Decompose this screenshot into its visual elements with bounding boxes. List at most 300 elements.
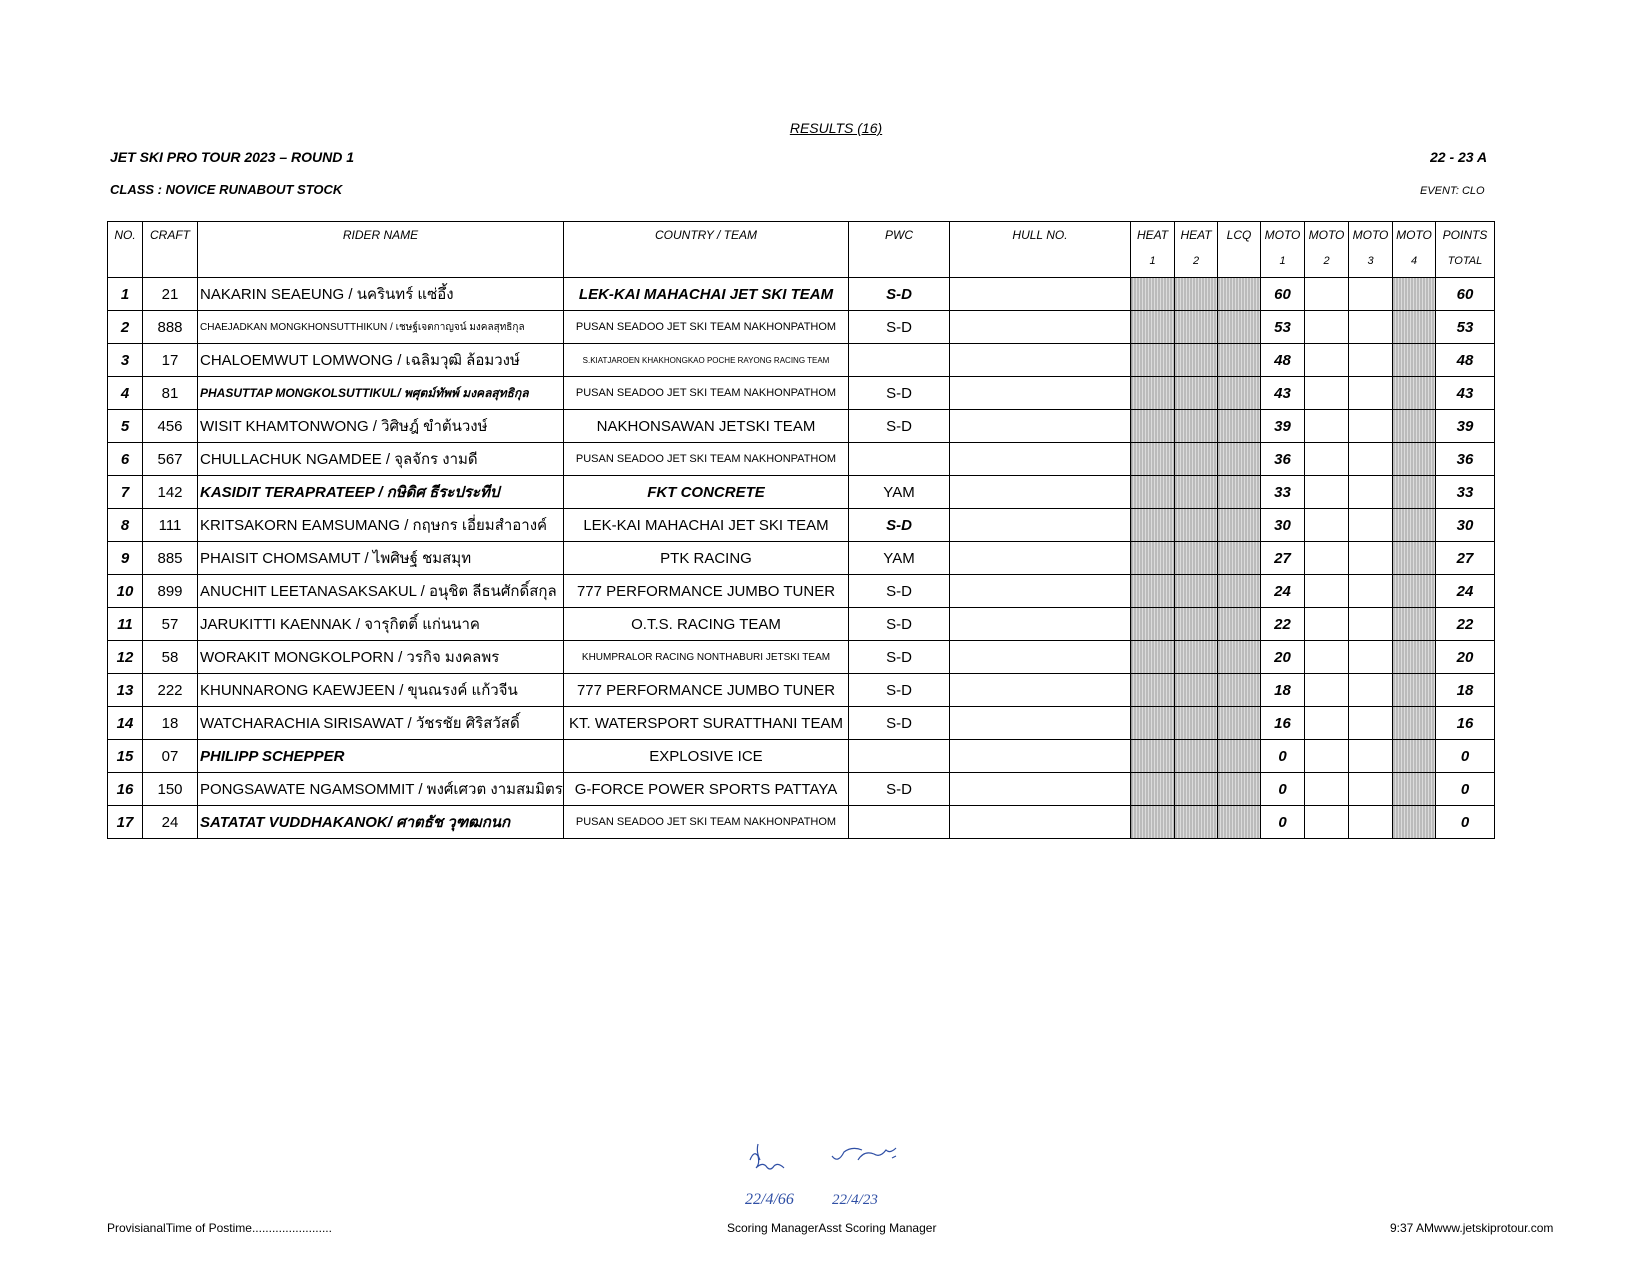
cell-moto4 — [1393, 476, 1436, 509]
cell-moto2 — [1305, 344, 1349, 377]
column-header-label: HEAT — [1180, 228, 1212, 242]
cell-heat1 — [1131, 278, 1175, 311]
cell-craft: 150 — [143, 773, 198, 806]
cell-moto1: 0 — [1261, 740, 1305, 773]
cell-pwc: S-D — [849, 674, 950, 707]
column-header-label: MOTO — [1396, 228, 1432, 242]
cell-heat1 — [1131, 740, 1175, 773]
cell-moto4 — [1393, 773, 1436, 806]
column-header-label: HEAT — [1136, 228, 1169, 242]
cell-pwc: S-D — [849, 509, 950, 542]
cell-lcq — [1218, 278, 1261, 311]
cell-pwc: S-D — [849, 773, 950, 806]
cell-no: 5 — [108, 410, 143, 443]
cell-no: 9 — [108, 542, 143, 575]
cell-craft: 17 — [143, 344, 198, 377]
cell-moto2 — [1305, 707, 1349, 740]
cell-craft: 899 — [143, 575, 198, 608]
cell-team: KT. WATERSPORT SURATTHANI TEAM — [564, 707, 849, 740]
cell-hull — [950, 278, 1131, 311]
cell-hull — [950, 608, 1131, 641]
cell-lcq — [1218, 608, 1261, 641]
cell-heat1 — [1131, 377, 1175, 410]
column-header-label: LCQ — [1226, 228, 1252, 242]
column-header — [1393, 222, 1436, 278]
cell-hull — [950, 410, 1131, 443]
cell-lcq — [1218, 542, 1261, 575]
table-row — [108, 641, 1495, 674]
table-row — [108, 806, 1495, 839]
cell-hull — [950, 509, 1131, 542]
cell-moto2 — [1305, 377, 1349, 410]
signature-area — [740, 1142, 930, 1212]
column-header-label: MOTO — [1352, 228, 1389, 242]
column-header-label: MOTO — [1264, 228, 1301, 242]
signature-date-2: 22/4/23 — [832, 1192, 878, 1208]
cell-hull — [950, 707, 1131, 740]
table-row — [108, 575, 1495, 608]
cell-moto1: 30 — [1261, 509, 1305, 542]
cell-pwc — [849, 806, 950, 839]
cell-craft: 24 — [143, 806, 198, 839]
table-row — [108, 476, 1495, 509]
cell-craft: 456 — [143, 410, 198, 443]
cell-craft: 888 — [143, 311, 198, 344]
results-body — [108, 222, 1495, 839]
cell-rider: NAKARIN SEAEUNG / นครินทร์ แซ่อึ้ง — [198, 278, 564, 311]
cell-pwc — [849, 740, 950, 773]
cell-total: 27 — [1436, 542, 1495, 575]
signature-date-1: 22/4/66 — [745, 1191, 794, 1208]
cell-craft: 142 — [143, 476, 198, 509]
cell-heat2 — [1175, 674, 1218, 707]
cell-pwc: S-D — [849, 608, 950, 641]
column-header-label: RIDER NAME — [342, 228, 419, 242]
cell-hull — [950, 311, 1131, 344]
cell-moto3 — [1349, 278, 1393, 311]
cell-moto1: 20 — [1261, 641, 1305, 674]
cell-total: 0 — [1436, 773, 1495, 806]
cell-lcq — [1218, 806, 1261, 839]
cell-hull — [950, 377, 1131, 410]
cell-heat1 — [1131, 509, 1175, 542]
cell-moto2 — [1305, 773, 1349, 806]
cell-team: O.T.S. RACING TEAM — [564, 608, 849, 641]
cell-total: 0 — [1436, 740, 1495, 773]
cell-no: 8 — [108, 509, 143, 542]
cell-lcq — [1218, 740, 1261, 773]
cell-moto4 — [1393, 443, 1436, 476]
cell-heat1 — [1131, 806, 1175, 839]
class-label: CLASS : NOVICE RUNABOUT STOCK — [110, 182, 343, 197]
signature-scoring-manager — [750, 1144, 784, 1169]
cell-moto2 — [1305, 509, 1349, 542]
cell-rider: WISIT KHAMTONWONG / วิศิษฎ์ ขำต้นวงษ์ — [198, 410, 564, 443]
cell-pwc: YAM — [849, 542, 950, 575]
footer-left: ProvisianalTime of Postime........................ — [107, 1221, 332, 1235]
cell-moto4 — [1393, 410, 1436, 443]
cell-moto4 — [1393, 542, 1436, 575]
cell-heat2 — [1175, 575, 1218, 608]
column-header-label: COUNTRY / TEAM — [654, 228, 757, 242]
cell-total: 36 — [1436, 443, 1495, 476]
cell-team: S.KIATJAROEN KHAKHONGKAO POCHE RAYONG RACING TEAM — [564, 344, 849, 377]
cell-no: 1 — [108, 278, 143, 311]
cell-total: 39 — [1436, 410, 1495, 443]
cell-no: 13 — [108, 674, 143, 707]
cell-moto3 — [1349, 443, 1393, 476]
cell-team: G-FORCE POWER SPORTS PATTAYA — [564, 773, 849, 806]
cell-team: LEK-KAI MAHACHAI JET SKI TEAM — [564, 278, 849, 311]
cell-heat2 — [1175, 740, 1218, 773]
cell-heat2 — [1175, 377, 1218, 410]
cell-lcq — [1218, 641, 1261, 674]
cell-no: 16 — [108, 773, 143, 806]
cell-moto2 — [1305, 311, 1349, 344]
cell-total: 60 — [1436, 278, 1495, 311]
column-header — [1261, 222, 1305, 278]
cell-rider: SATATAT VUDDHAKANOK/ ศาตธัช วุฑฒกนก — [198, 806, 564, 839]
cell-moto1: 24 — [1261, 575, 1305, 608]
cell-craft: 885 — [143, 542, 198, 575]
cell-heat2 — [1175, 443, 1218, 476]
table-row — [108, 608, 1495, 641]
cell-heat1 — [1131, 410, 1175, 443]
cell-lcq — [1218, 509, 1261, 542]
cell-no: 12 — [108, 641, 143, 674]
cell-moto2 — [1305, 608, 1349, 641]
cell-moto4 — [1393, 608, 1436, 641]
cell-craft: 21 — [143, 278, 198, 311]
cell-no: 2 — [108, 311, 143, 344]
column-header — [143, 222, 198, 278]
cell-craft: 111 — [143, 509, 198, 542]
cell-moto1: 27 — [1261, 542, 1305, 575]
cell-team: KHUMPRALOR RACING NONTHABURI JETSKI TEAM — [564, 641, 849, 674]
table-row — [108, 278, 1495, 311]
cell-moto4 — [1393, 575, 1436, 608]
cell-craft: 07 — [143, 740, 198, 773]
cell-moto4 — [1393, 278, 1436, 311]
cell-pwc: S-D — [849, 377, 950, 410]
cell-moto4 — [1393, 344, 1436, 377]
cell-moto2 — [1305, 641, 1349, 674]
cell-heat1 — [1131, 641, 1175, 674]
cell-no: 7 — [108, 476, 143, 509]
cell-no: 3 — [108, 344, 143, 377]
cell-moto2 — [1305, 575, 1349, 608]
cell-no: 11 — [108, 608, 143, 641]
cell-pwc: S-D — [849, 278, 950, 311]
cell-heat2 — [1175, 641, 1218, 674]
cell-no: 4 — [108, 377, 143, 410]
cell-heat1 — [1131, 476, 1175, 509]
cell-moto3 — [1349, 377, 1393, 410]
column-header-sub: 2 — [1192, 255, 1200, 267]
cell-no: 10 — [108, 575, 143, 608]
column-header — [1436, 222, 1495, 278]
cell-moto3 — [1349, 806, 1393, 839]
table-row — [108, 344, 1495, 377]
cell-moto2 — [1305, 542, 1349, 575]
cell-rider: KRITSAKORN EAMSUMANG / กฤษกร เอี่ยมสำอางค์ — [198, 509, 564, 542]
column-header — [950, 222, 1131, 278]
cell-rider: PHAISIT CHOMSAMUT / ไพศิษฐ์ ชมสมุท — [198, 542, 564, 575]
cell-total: 30 — [1436, 509, 1495, 542]
cell-team: PTK RACING — [564, 542, 849, 575]
cell-craft: 567 — [143, 443, 198, 476]
cell-team: PUSAN SEADOO JET SKI TEAM NAKHONPATHOM — [564, 311, 849, 344]
cell-pwc: S-D — [849, 311, 950, 344]
cell-team: EXPLOSIVE ICE — [564, 740, 849, 773]
cell-moto4 — [1393, 707, 1436, 740]
column-header-sub: 1 — [1279, 255, 1286, 267]
cell-heat2 — [1175, 410, 1218, 443]
cell-heat2 — [1175, 773, 1218, 806]
cell-total: 24 — [1436, 575, 1495, 608]
results-table — [107, 221, 1495, 839]
cell-total: 43 — [1436, 377, 1495, 410]
cell-lcq — [1218, 773, 1261, 806]
cell-pwc — [849, 443, 950, 476]
column-header — [1349, 222, 1393, 278]
cell-moto1: 33 — [1261, 476, 1305, 509]
footer-center: Scoring ManagerAsst Scoring Manager — [727, 1221, 937, 1235]
table-row — [108, 707, 1495, 740]
table-row — [108, 773, 1495, 806]
cell-heat2 — [1175, 806, 1218, 839]
cell-moto3 — [1349, 542, 1393, 575]
cell-moto2 — [1305, 476, 1349, 509]
cell-total: 33 — [1436, 476, 1495, 509]
cell-moto3 — [1349, 773, 1393, 806]
cell-lcq — [1218, 377, 1261, 410]
cell-rider: CHALOEMWUT LOMWONG / เฉลิมวุฒิ ล้อมวงษ์ — [198, 344, 564, 377]
results-title: RESULTS (16) — [789, 120, 883, 136]
cell-heat2 — [1175, 311, 1218, 344]
column-header-label: HULL NO. — [1012, 228, 1068, 242]
cell-moto3 — [1349, 674, 1393, 707]
table-row — [108, 509, 1495, 542]
cell-moto3 — [1349, 311, 1393, 344]
cell-heat2 — [1175, 608, 1218, 641]
cell-lcq — [1218, 674, 1261, 707]
cell-moto1: 39 — [1261, 410, 1305, 443]
cell-moto3 — [1349, 509, 1393, 542]
cell-moto1: 22 — [1261, 608, 1305, 641]
column-header-label: NO. — [114, 228, 136, 242]
signatures — [740, 1142, 930, 1212]
cell-lcq — [1218, 311, 1261, 344]
cell-moto1: 0 — [1261, 806, 1305, 839]
event-type: EVENT: CLO — [1420, 185, 1485, 197]
cell-craft: 58 — [143, 641, 198, 674]
cell-pwc — [849, 344, 950, 377]
cell-heat1 — [1131, 443, 1175, 476]
cell-total: 0 — [1436, 806, 1495, 839]
cell-craft: 18 — [143, 707, 198, 740]
cell-heat1 — [1131, 773, 1175, 806]
cell-moto2 — [1305, 740, 1349, 773]
cell-team: FKT CONCRETE — [564, 476, 849, 509]
cell-team: 777 PERFORMANCE JUMBO TUNER — [564, 674, 849, 707]
cell-total: 20 — [1436, 641, 1495, 674]
cell-rider: WATCHARACHIA SIRISAWAT / วัชรชัย ศิริสวัสดิ์ — [198, 707, 564, 740]
cell-moto1: 36 — [1261, 443, 1305, 476]
cell-rider: KHUNNARONG KAEWJEEN / ขุนณรงค์ แก้วจีน — [198, 674, 564, 707]
table-row — [108, 311, 1495, 344]
event-date: 22 - 23 A — [1430, 149, 1488, 165]
cell-moto1: 43 — [1261, 377, 1305, 410]
cell-rider: CHAEJADKAN MONGKHONSUTTHIKUN / เชษฐ์เจตกาญจน์ มงคลสุทธิกุล — [198, 311, 564, 344]
cell-heat2 — [1175, 344, 1218, 377]
cell-heat2 — [1175, 476, 1218, 509]
cell-rider: PHASUTTAP MONGKOLSUTTIKUL/ พศุตม์ทัพพ์ มงคลสุทธิกุล — [198, 377, 564, 410]
cell-moto4 — [1393, 509, 1436, 542]
cell-team: PUSAN SEADOO JET SKI TEAM NAKHONPATHOM — [564, 443, 849, 476]
column-header-sub: TOTAL — [1447, 255, 1483, 267]
cell-moto4 — [1393, 740, 1436, 773]
cell-hull — [950, 476, 1131, 509]
cell-pwc: S-D — [849, 641, 950, 674]
cell-moto3 — [1349, 740, 1393, 773]
cell-moto2 — [1305, 674, 1349, 707]
cell-moto3 — [1349, 344, 1393, 377]
cell-rider: KASIDIT TERAPRATEEP / กษิดิศ ธีระประทีป — [198, 476, 564, 509]
cell-hull — [950, 443, 1131, 476]
cell-moto1: 53 — [1261, 311, 1305, 344]
footer-right: 9:37 AMwww.jetskiprotour.com — [1390, 1221, 1554, 1235]
cell-lcq — [1218, 344, 1261, 377]
cell-team: LEK-KAI MAHACHAI JET SKI TEAM — [564, 509, 849, 542]
column-header-label: PWC — [885, 228, 913, 242]
column-header — [564, 222, 849, 278]
cell-heat2 — [1175, 707, 1218, 740]
column-header-sub: 2 — [1323, 255, 1330, 267]
cell-moto1: 48 — [1261, 344, 1305, 377]
cell-hull — [950, 641, 1131, 674]
cell-total: 18 — [1436, 674, 1495, 707]
cell-hull — [950, 542, 1131, 575]
cell-team: PUSAN SEADOO JET SKI TEAM NAKHONPATHOM — [564, 377, 849, 410]
cell-moto4 — [1393, 674, 1436, 707]
cell-moto3 — [1349, 707, 1393, 740]
cell-lcq — [1218, 443, 1261, 476]
cell-rider: JARUKITTI KAENNAK / จารุกิตติ์ แก่นนาค — [198, 608, 564, 641]
column-header — [849, 222, 950, 278]
cell-heat1 — [1131, 542, 1175, 575]
cell-team: 777 PERFORMANCE JUMBO TUNER — [564, 575, 849, 608]
cell-heat2 — [1175, 509, 1218, 542]
cell-no: 17 — [108, 806, 143, 839]
cell-hull — [950, 674, 1131, 707]
cell-no: 6 — [108, 443, 143, 476]
column-header-label: MOTO — [1308, 228, 1345, 242]
event-title: JET SKI PRO TOUR 2023 – ROUND 1 — [110, 149, 355, 165]
cell-total: 53 — [1436, 311, 1495, 344]
column-header — [108, 222, 143, 278]
cell-moto2 — [1305, 278, 1349, 311]
column-header — [1218, 222, 1261, 278]
table-row — [108, 674, 1495, 707]
cell-moto1: 16 — [1261, 707, 1305, 740]
cell-moto2 — [1305, 806, 1349, 839]
cell-total: 22 — [1436, 608, 1495, 641]
table-row — [108, 740, 1495, 773]
column-header-label: CRAFT — [150, 228, 190, 242]
cell-heat1 — [1131, 575, 1175, 608]
cell-pwc: YAM — [849, 476, 950, 509]
cell-rider: WORAKIT MONGKOLPORN / วรกิจ มงคลพร — [198, 641, 564, 674]
column-header — [1131, 222, 1175, 278]
cell-moto1: 60 — [1261, 278, 1305, 311]
cell-heat1 — [1131, 608, 1175, 641]
column-header — [1305, 222, 1349, 278]
column-header — [1175, 222, 1218, 278]
cell-lcq — [1218, 410, 1261, 443]
cell-heat2 — [1175, 278, 1218, 311]
table-row — [108, 542, 1495, 575]
column-header — [198, 222, 564, 278]
header-row — [108, 222, 1495, 278]
cell-moto4 — [1393, 806, 1436, 839]
cell-heat1 — [1131, 707, 1175, 740]
cell-heat1 — [1131, 344, 1175, 377]
cell-heat2 — [1175, 542, 1218, 575]
cell-hull — [950, 773, 1131, 806]
cell-lcq — [1218, 476, 1261, 509]
cell-moto3 — [1349, 476, 1393, 509]
cell-craft: 222 — [143, 674, 198, 707]
cell-moto4 — [1393, 641, 1436, 674]
cell-hull — [950, 806, 1131, 839]
cell-rider: PONGSAWATE NGAMSOMMIT / พงศ์เศวต งามสมมิตร — [198, 773, 564, 806]
cell-rider: ANUCHIT LEETANASAKSAKUL / อนุชิต ลีธนศักดิ์สกุล — [198, 575, 564, 608]
column-header-label: POINTS — [1442, 228, 1488, 242]
cell-moto3 — [1349, 575, 1393, 608]
cell-lcq — [1218, 707, 1261, 740]
table-row — [108, 443, 1495, 476]
cell-moto3 — [1349, 641, 1393, 674]
cell-heat1 — [1131, 311, 1175, 344]
cell-total: 16 — [1436, 707, 1495, 740]
cell-heat1 — [1131, 674, 1175, 707]
cell-rider: PHILIPP SCHEPPER — [198, 740, 564, 773]
cell-hull — [950, 344, 1131, 377]
cell-moto1: 18 — [1261, 674, 1305, 707]
column-header-sub: 4 — [1410, 255, 1418, 267]
cell-craft: 81 — [143, 377, 198, 410]
column-header-sub: 3 — [1367, 255, 1374, 267]
cell-no: 15 — [108, 740, 143, 773]
cell-pwc: S-D — [849, 707, 950, 740]
cell-lcq — [1218, 575, 1261, 608]
cell-craft: 57 — [143, 608, 198, 641]
column-header-sub: 1 — [1149, 255, 1156, 267]
cell-pwc: S-D — [849, 410, 950, 443]
cell-no: 14 — [108, 707, 143, 740]
cell-moto3 — [1349, 608, 1393, 641]
cell-moto3 — [1349, 410, 1393, 443]
cell-team: PUSAN SEADOO JET SKI TEAM NAKHONPATHOM — [564, 806, 849, 839]
cell-total: 48 — [1436, 344, 1495, 377]
cell-pwc: S-D — [849, 575, 950, 608]
cell-moto1: 0 — [1261, 773, 1305, 806]
table-row — [108, 377, 1495, 410]
cell-team: NAKHONSAWAN JETSKI TEAM — [564, 410, 849, 443]
cell-moto2 — [1305, 410, 1349, 443]
cell-moto4 — [1393, 377, 1436, 410]
